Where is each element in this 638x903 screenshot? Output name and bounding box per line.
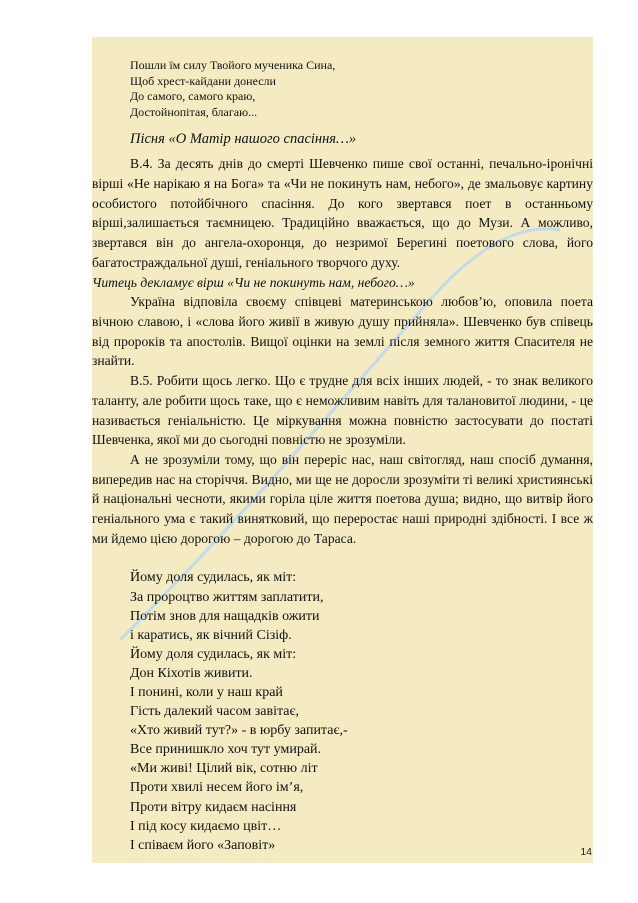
- verse-line: Щоб хрест-кайдани донесли: [130, 73, 276, 88]
- verse-line: і каратись, як вічний Сізіф.: [130, 627, 292, 643]
- paragraph: В.5. Робити щось легко. Що є трудне для всіх інших людей, - то знак великого таланту, але робити щось таке, що є неможливим навіть для талановитої людини, - це називається геніальністю. Це міркування можна повністю застосувати до постаті Шевченка, якої ми до сьогодні повністю не зрозуміли.: [92, 373, 593, 448]
- verse-line: Гість далекий часом завітає,: [130, 704, 299, 720]
- verse-line: «Хто живий тут?» - в юрбу запитає,-: [130, 723, 348, 739]
- verse-line: І під косу кидаємо цвіт…: [130, 818, 282, 834]
- reader-instruction: Читець декламує вірш «Чи не покинуть нам, небого…»: [92, 274, 415, 290]
- paragraph: Україна відповіла своєму співцеві материнською любов’ю, оповила поета вічною славою, і «слова його живії в живую душу прийняла». Шевченко був співець від пророків та апостолів. Вищої оцінки на землі після земного життя Спасителя не знайти.: [92, 294, 593, 369]
- paragraph: В.4. За десять днів до смерті Шевченко пише свої останні, печально-іронічні вірші «Не нарікаю я на Бога» та «Чи не покинуть нам, небого», де змальовує картину особистого потойбічного спасіння. До кого звертався поет в останньому вірші,залишається таємницею. Традиційно вважається, що до Музи. А можливо, звертався він до ангела-охоронця, до незримої Берегині поетового слова, його багатостраждальної душі, геніального творчого духу.: [92, 156, 593, 270]
- verse-line: Потім знов для нащадків ожити: [130, 608, 320, 624]
- verse-line: За пророцтво життям заплатити,: [130, 589, 324, 605]
- verse-line: Йому доля судилась, як міт:: [130, 570, 297, 586]
- verse-line: Пошли їм силу Твойого мученика Сина,: [130, 58, 336, 72]
- poem-title: Пісня «О Матір нашого спасіння…»: [130, 131, 357, 148]
- paragraph: А не зрозуміли тому, що він переріс нас, наш світогляд, наш спосіб думання, випередив нас на сторіччя. Видно, ми ще не доросли зрозуміти ті великі християнські й національні чесноти, якими горіла ціле життя поетова душа; видно, що витвір його геніального ума є такий винятковий, що переростає наші природні здібності. І все ж ми йдемо цією дорогою – дорогою до Тараса.: [92, 451, 593, 546]
- verse-line: І співаєм його «Заповіт»: [130, 837, 276, 853]
- verse-line: Дон Кіхотів живити.: [130, 665, 253, 681]
- verse-line: І понині, коли у наш край: [130, 685, 283, 700]
- page-number: 14: [580, 846, 592, 858]
- verse-line: Достойнопітая, благаю...: [130, 104, 258, 119]
- verse-line: Проти вітру кидаєм насіння: [130, 799, 297, 815]
- verse-line: До самого, самого краю,: [130, 89, 256, 104]
- document-body: [92, 58, 593, 855]
- verse-line: Все принишкло хоч тут умирай.: [130, 742, 322, 758]
- poem-verse: [130, 568, 593, 854]
- verse-line: «Ми живі! Цілий вік, сотню літ: [130, 761, 318, 777]
- verse-line: Йому доля судилась, як міт:: [130, 646, 297, 662]
- verse-line: Проти хвилі несем його ім’я,: [130, 780, 304, 796]
- prayer-verse: [130, 58, 593, 120]
